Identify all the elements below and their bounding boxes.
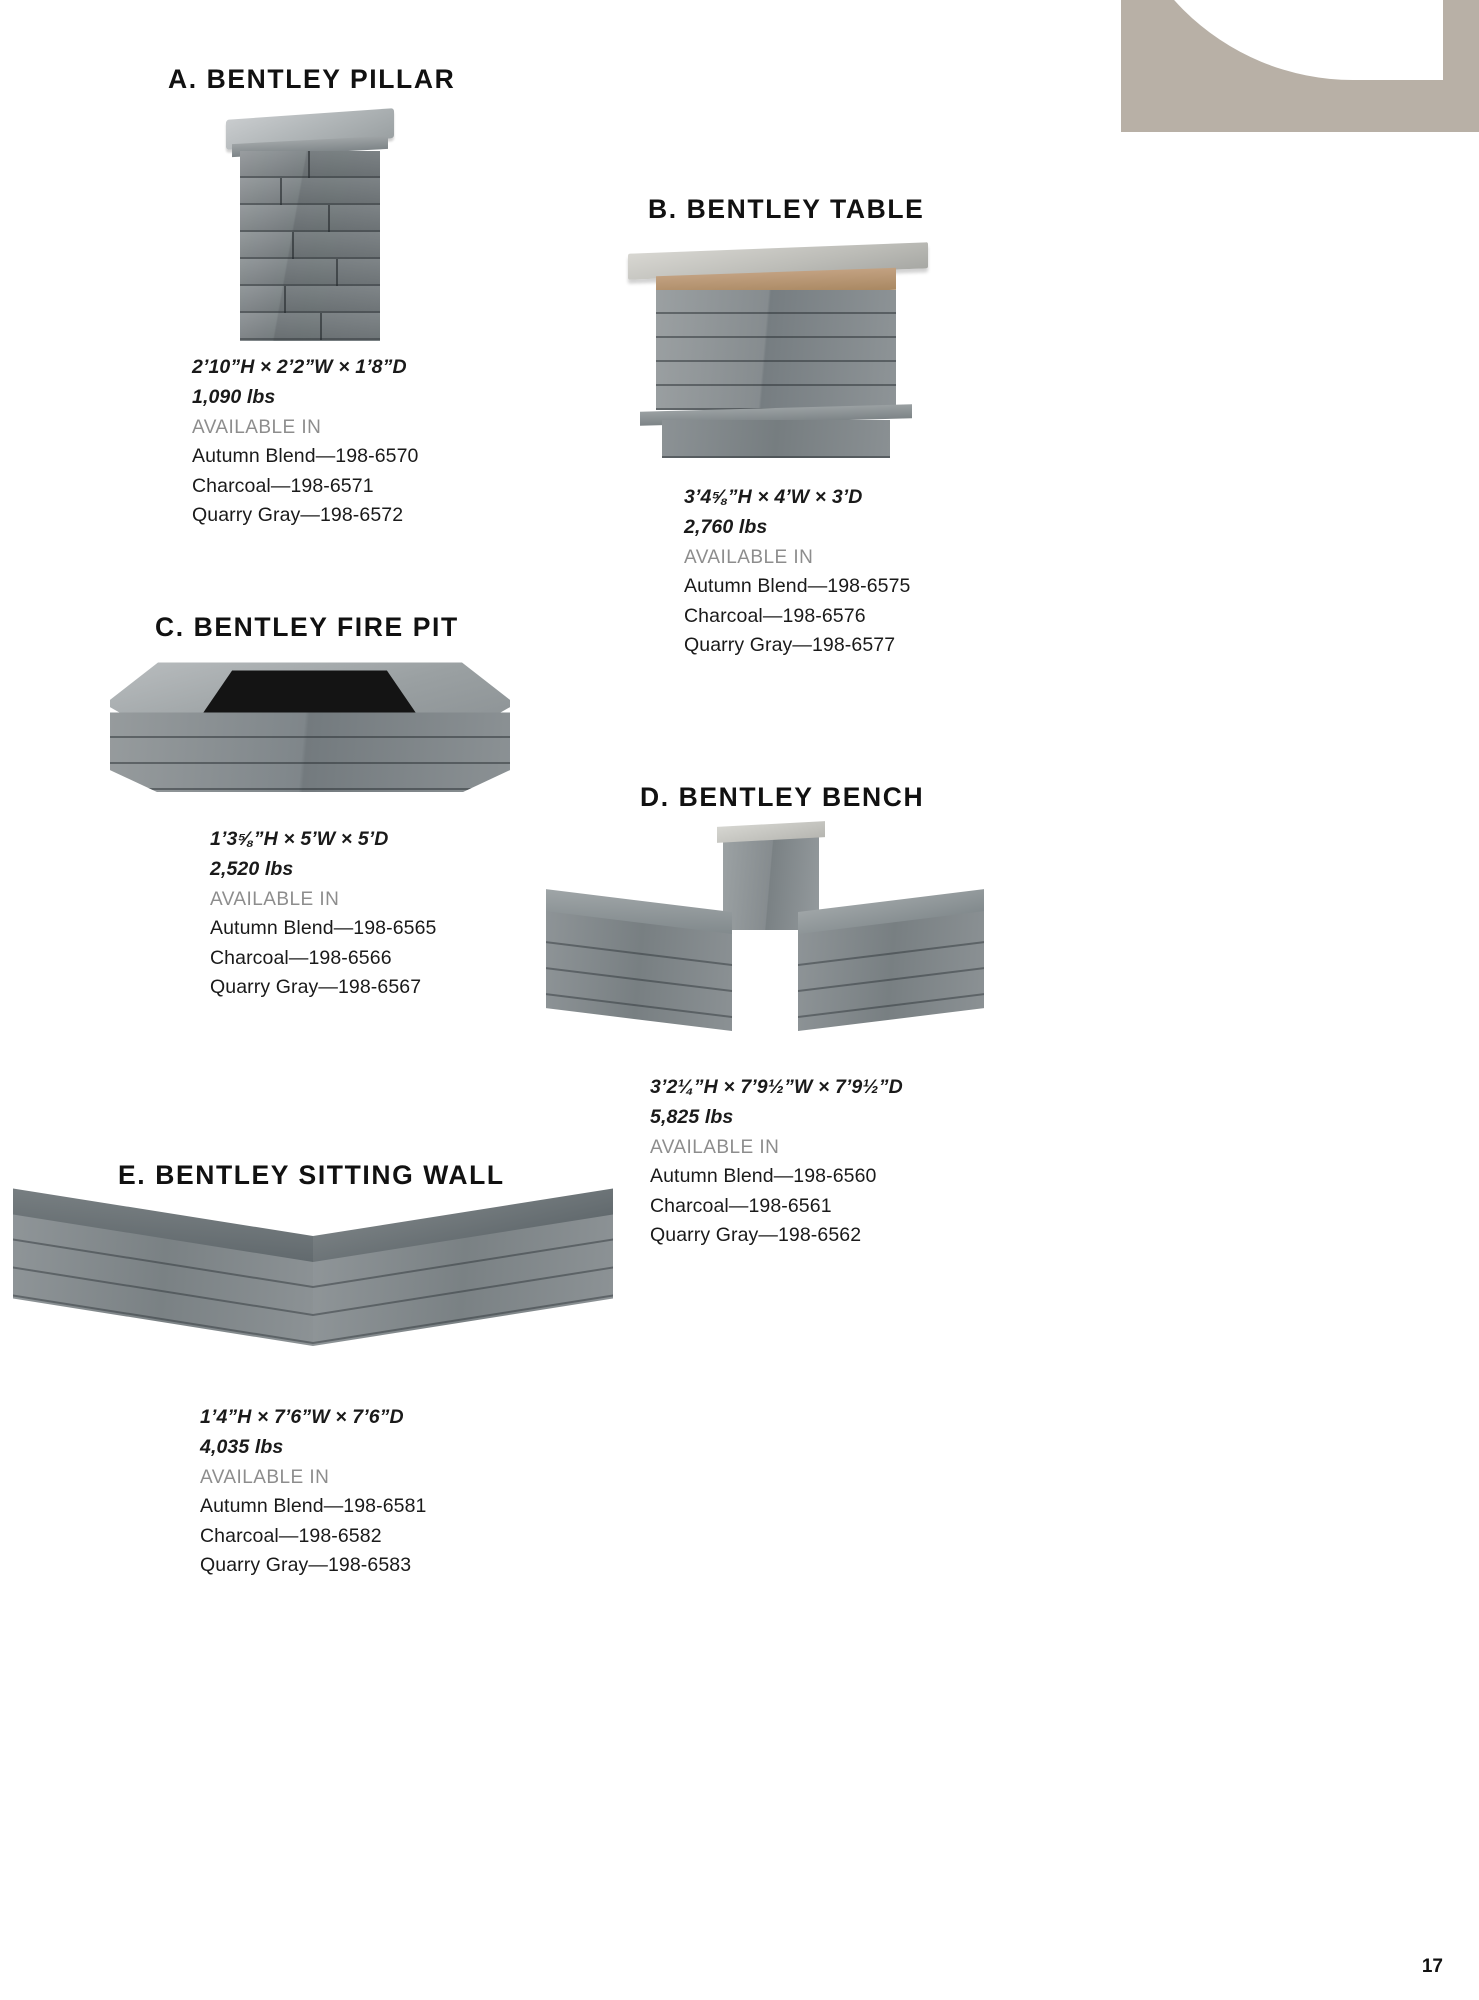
spec-weight: 5,825 lbs: [650, 1106, 734, 1129]
product-title-bentley-sitting-wall: E. BENTLEY SITTING WALL: [118, 1160, 505, 1190]
spec-color-autumn-blend: Autumn Blend—198-6575: [684, 575, 911, 598]
corner-tab-decoration: [1099, 0, 1479, 132]
spec-weight: 1,090 lbs: [192, 386, 276, 409]
spec-available-label: AVAILABLE IN: [684, 546, 814, 568]
product-title-bentley-bench: D. BENTLEY BENCH: [640, 782, 925, 812]
page-number: 17: [1421, 1956, 1443, 1977]
spec-dimensions: 1’3⅝”H × 5’W × 5’D: [210, 828, 389, 851]
spec-dimensions: 3’2¼”H × 7’9½”W × 7’9½”D: [650, 1076, 903, 1099]
spec-available-label: AVAILABLE IN: [210, 888, 340, 910]
spec-color-autumn-blend: Autumn Blend—198-6570: [192, 445, 419, 468]
spec-color-charcoal: Charcoal—198-6582: [200, 1524, 382, 1547]
spec-color-charcoal: Charcoal—198-6566: [210, 946, 392, 969]
spec-color-charcoal: Charcoal—198-6576: [684, 604, 866, 627]
product-bentley-table: [648, 194, 1068, 661]
product-title-bentley-table: B. BENTLEY TABLE: [648, 194, 925, 224]
product-bentley-pillar: [168, 64, 588, 531]
product-bentley-sitting-wall: [118, 1160, 738, 1581]
spec-dimensions: 3’4⅝”H × 4’W × 3’D: [684, 486, 863, 509]
bentley-sitting-wall-photo: [13, 1212, 738, 1377]
spec-color-charcoal: Charcoal—198-6561: [650, 1194, 832, 1217]
spec-available-label: AVAILABLE IN: [200, 1466, 330, 1488]
spec-color-autumn-blend: Autumn Blend—198-6581: [200, 1495, 427, 1518]
spec-color-charcoal: Charcoal—198-6571: [192, 474, 374, 497]
spec-available-label: AVAILABLE IN: [192, 416, 322, 438]
specs-bentley-pillar: [192, 353, 588, 531]
spec-color-quarry-gray: Quarry Gray—198-6562: [650, 1224, 862, 1247]
specs-bentley-sitting-wall: [200, 1403, 738, 1581]
spec-weight: 4,035 lbs: [200, 1436, 284, 1459]
spec-color-autumn-blend: Autumn Blend—198-6565: [210, 917, 437, 940]
spec-weight: 2,760 lbs: [684, 516, 768, 539]
spec-color-quarry-gray: Quarry Gray—198-6583: [200, 1554, 412, 1577]
product-title-bentley-fire-pit: C. BENTLEY FIRE PIT: [155, 612, 459, 642]
spec-dimensions: 1’4”H × 7’6”W × 7’6”D: [200, 1406, 404, 1429]
spec-color-autumn-blend: Autumn Blend—198-6560: [650, 1165, 877, 1188]
bentley-fire-pit-photo: [110, 662, 615, 807]
spec-color-quarry-gray: Quarry Gray—198-6572: [192, 504, 404, 527]
specs-bentley-table: [684, 483, 1068, 661]
spec-available-label: AVAILABLE IN: [650, 1136, 780, 1158]
spec-color-quarry-gray: Quarry Gray—198-6567: [210, 976, 422, 999]
product-title-bentley-pillar: A. BENTLEY PILLAR: [168, 64, 456, 94]
bentley-table-photo: [628, 242, 1068, 467]
spec-color-quarry-gray: Quarry Gray—198-6577: [684, 634, 896, 657]
bentley-bench-photo: [540, 834, 1120, 1049]
spec-dimensions: 2’10”H × 2’2”W × 1’8”D: [192, 356, 407, 379]
spec-weight: 2,520 lbs: [210, 858, 294, 881]
bentley-pillar-photo: [218, 114, 588, 339]
